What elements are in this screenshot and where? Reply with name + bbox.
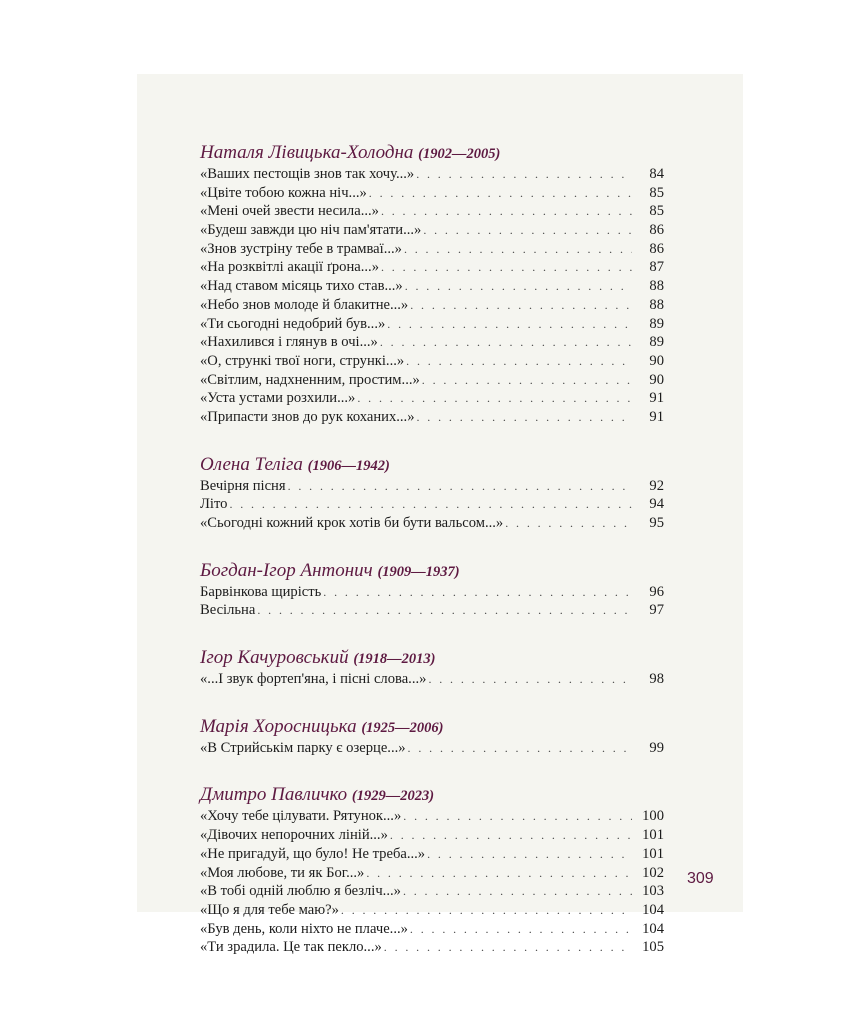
dot-leader (341, 901, 632, 920)
entry-page-number: 92 (649, 477, 664, 494)
toc-entry (200, 296, 664, 315)
entry-page-number: 84 (649, 166, 664, 182)
dot-leader (408, 739, 632, 758)
author-heading (200, 141, 664, 165)
dot-leader (323, 583, 632, 602)
dot-leader (410, 920, 632, 939)
entry-page-number: 88 (649, 296, 664, 313)
toc-entry (200, 258, 664, 277)
entry-title: «Будеш завжди цю ніч пам'ятати...» (200, 222, 422, 239)
entry-title: «Сьогодні кожний крок хотів би бути вальсом...» (200, 515, 504, 531)
toc-section (200, 559, 664, 620)
entry-page-number: 89 (649, 334, 664, 351)
toc-entry (200, 920, 664, 939)
entry-title: Вечірня пісня (200, 477, 286, 494)
entry-page-number: 85 (649, 203, 664, 220)
dot-leader (404, 240, 632, 259)
entry-title: «В Стрийськім парку є озерце...» (200, 739, 406, 756)
author-name: Олена Теліга (200, 453, 303, 475)
toc-entry (200, 277, 664, 296)
author-name: Богдан-Ігор Антонич (200, 559, 373, 581)
toc-entry (200, 408, 664, 427)
toc-entry (200, 477, 664, 496)
entry-title: «...І звук фортеп'яна, і пісні слова...» (200, 671, 427, 688)
toc-entry (200, 901, 664, 920)
entry-title: «Що я для тебе маю?» (200, 901, 339, 918)
dot-leader (380, 333, 632, 352)
dot-leader (387, 315, 632, 334)
entry-page-number: 85 (649, 184, 664, 201)
dot-leader (505, 514, 632, 533)
entry-page-number: 89 (649, 315, 664, 332)
dot-leader (403, 882, 632, 901)
entry-page-number: 86 (649, 240, 664, 257)
entry-title: «Ти сьогодні недобрий був...» (200, 315, 386, 332)
toc-entry (200, 240, 664, 259)
author-heading (200, 646, 664, 670)
entry-page-number: 99 (649, 739, 664, 756)
dot-leader (405, 277, 632, 296)
entry-page-number: 101 (642, 827, 664, 844)
dot-leader (381, 258, 632, 277)
table-of-contents (200, 141, 664, 957)
page-number: 309 (687, 870, 714, 887)
toc-entry (200, 165, 664, 184)
entry-page-number: 105 (642, 939, 664, 956)
dot-leader (369, 184, 632, 203)
entry-title: «Нахилився і глянув в очі...» (200, 334, 378, 351)
toc-entry (200, 514, 664, 533)
toc-entry (200, 184, 664, 203)
toc-entry (200, 583, 664, 602)
dot-leader (288, 477, 632, 496)
toc-section (200, 646, 664, 689)
entry-title: «Мені очей звести несила...» (200, 203, 379, 220)
entry-page-number: 100 (642, 808, 664, 825)
entry-page-number: 97 (649, 602, 664, 619)
entry-page-number: 87 (649, 259, 664, 276)
toc-entry (200, 315, 664, 334)
toc-entry (200, 221, 664, 240)
author-name: Наталя Лівицька-Холодна (200, 142, 414, 163)
toc-entry (200, 371, 664, 390)
toc-entry (200, 882, 664, 901)
author-heading (200, 783, 664, 807)
dot-leader (357, 389, 632, 408)
toc-entry (200, 670, 664, 689)
entry-title: «Ваших пестощів знов так хочу...» (200, 166, 415, 182)
entry-title: «На розквітлі акації ґрона...» (200, 259, 379, 276)
entry-page-number: 88 (649, 278, 664, 295)
dot-leader (427, 845, 632, 864)
entry-page-number: 94 (649, 496, 664, 513)
entry-title: «Цвіте тобою кожна ніч...» (200, 184, 367, 201)
entry-title: «Не пригадуй, що було! Не треба...» (200, 845, 426, 862)
entry-page-number: 98 (649, 671, 664, 688)
toc-section (200, 715, 664, 758)
entry-title: Барвінкова щирість (200, 583, 322, 600)
toc-section (200, 453, 664, 533)
entry-page-number: 91 (649, 390, 664, 407)
entry-title: «Над ставом місяць тихо став...» (200, 278, 403, 295)
dot-leader (403, 807, 632, 826)
author-name: Ігор Качуровський (200, 647, 349, 669)
entry-title: Літо (200, 496, 228, 513)
entry-title: «В тобі одній люблю я безліч...» (200, 883, 401, 900)
entry-title: «Моя любове, ти як Бог...» (200, 864, 365, 881)
entry-page-number: 101 (642, 845, 664, 862)
entry-page-number: 104 (642, 920, 664, 937)
entry-title: Весільна (200, 602, 256, 619)
entry-page-number: 103 (642, 883, 664, 900)
entry-page-number: 91 (649, 408, 664, 425)
entry-page-number: 95 (649, 515, 664, 531)
toc-entry (200, 601, 664, 620)
author-years: (1902—2005) (418, 146, 501, 162)
dot-leader (422, 371, 632, 390)
author-years: (1918—2013) (353, 651, 436, 668)
entry-title: «Світлим, надхненним, простим...» (200, 371, 420, 388)
author-years: (1929—2023) (351, 788, 435, 805)
dot-leader (417, 408, 633, 427)
entry-title: «О, стрункі твої ноги, стрункі...» (200, 352, 405, 369)
author-years: (1925—2006) (361, 719, 444, 736)
toc-entry (200, 845, 664, 864)
toc-entry (200, 202, 664, 221)
dot-leader (416, 165, 632, 184)
entry-title: «Був день, коли ніхто не плаче...» (200, 920, 408, 937)
entry-title: «Дівочих непорочних ліній...» (200, 827, 388, 844)
toc-entry (200, 739, 664, 758)
entry-title: «Знов зустріну тебе в трамваї...» (200, 240, 402, 257)
entry-title: «Небо знов молоде й блакитне...» (200, 296, 409, 313)
dot-leader (381, 202, 632, 221)
entry-page-number: 86 (649, 222, 664, 239)
entry-page-number: 90 (649, 371, 664, 388)
dot-leader (410, 296, 632, 315)
entry-page-number: 96 (649, 583, 664, 600)
dot-leader (423, 221, 632, 240)
toc-section (200, 783, 664, 957)
author-heading (200, 559, 664, 583)
toc-entry (200, 352, 664, 371)
author-years: (1906—1942) (307, 457, 390, 474)
entry-page-number: 90 (649, 352, 664, 369)
entry-title: «Уста устами розхили...» (200, 390, 356, 407)
dot-leader (229, 495, 632, 514)
entry-page-number: 102 (642, 864, 664, 881)
author-name: Дмитро Павличко (200, 784, 348, 806)
toc-entry (200, 938, 664, 957)
toc-entry (200, 807, 664, 826)
entry-title: «Припасти знов до рук коханих...» (200, 408, 415, 425)
toc-section (200, 141, 664, 427)
author-heading (200, 453, 664, 477)
toc-entry (200, 389, 664, 408)
book-page (137, 74, 743, 956)
dot-leader (390, 826, 632, 845)
toc-entry (200, 495, 664, 514)
entry-title: «Хочу тебе цілувати. Рятунок...» (200, 808, 402, 825)
dot-leader (406, 352, 632, 371)
dot-leader (428, 670, 632, 689)
toc-entry (200, 333, 664, 352)
entry-title: «Ти зрадила. Це так пекло...» (200, 939, 382, 956)
toc-entry (200, 826, 664, 845)
author-heading (200, 715, 664, 739)
dot-leader (366, 864, 632, 883)
dot-leader (257, 601, 632, 620)
dot-leader (384, 938, 632, 957)
toc-entry (200, 864, 664, 883)
entry-page-number: 104 (642, 901, 664, 918)
author-name: Марія Хоросницька (200, 715, 357, 737)
author-years: (1909—1937) (377, 563, 460, 580)
